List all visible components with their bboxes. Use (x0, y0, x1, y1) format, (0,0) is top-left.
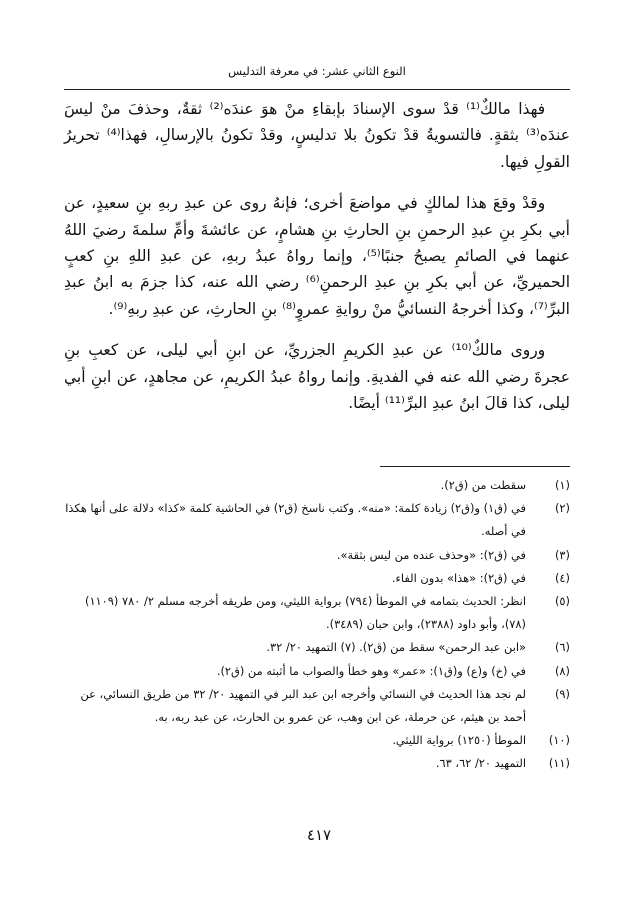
page-number: ٤١٧ (306, 826, 332, 844)
footnote-item (64, 729, 570, 752)
footnote-text: انظر: الحديث بتمامه في الموطأ (٧٩٤) برواية الليثي، ومن طريقه أخرجه مسلم ٢/ ٧٨٠ (١١٠٩) (٧٨)، وأبو داود (٢٣٨٨)، وابن حبان (٣٤٨٩). (84, 594, 526, 632)
footnote-text: الموطأ (١٢٥٠) برواية الليثي. (392, 733, 526, 748)
footnote-number: (٩) (554, 686, 570, 701)
footnote-item (64, 636, 570, 659)
footnote-text: لم نجد هذا الحديث في النسائي وأخرجه ابن عبد البر في التمهيد ٢٠/ ٣٢ من طريق النسائي، عن أحمد بن هيثم، عن حرملة، عن ابن وهب، عن عمرو بن الحارث، عن عبد ربه، به. (80, 686, 526, 725)
footnote-item (64, 567, 570, 590)
footnote-number: (١) (554, 478, 570, 492)
footnote-item (64, 497, 570, 543)
footnote-text: في (خ) و(ع) و(ق١): «عمر» وهو خطأ والصواب ما أثبته من (ق٢). (216, 663, 526, 678)
footnote-text: في (ق٢): «وحذف عنده من ليس بثقة». (336, 547, 526, 562)
footnote-item (64, 544, 570, 567)
footnote-item (64, 590, 570, 636)
body-paragraph: وروى مالكٌ⁽¹⁰⁾ عن عبدِ الكريمِ الجزريِّ، عن ابنِ أبي ليلى، عن كعبِ بنِ عجرةَ رضي الله عنه في الفديةِ. وإنما رواهُ عبدُ الكريمِ، عن مجاهدٍ، عن ابنِ أبي ليلى، كذا قالَ ابنُ عبدِ البرِّ⁽¹¹⁾ أيضًا. (64, 341, 570, 413)
running-header: النوع الثاني عشر: في معرفة التدليس (228, 64, 406, 78)
body-paragraph: وقدْ وقعَ هذا لمالكٍ في مواضعَ أخرى؛ فإنهُ روى عن عبدِ ربهِ بنِ سعيدٍ، عن أبي بكرِ بنِ عبدِ الرحمنِ بنِ الحارثِ بنِ هشامٍ، عن عائشةَ وأمِّ سلمةَ رضيَ اللهُ عنهما في الصائمِ يصبحُ جنبًا⁽⁵⁾، وإنما رواهُ عبدُ ربهِ، عن عبدِ اللهِ بنِ كعبٍ الحميريِّ، عن أبي بكرِ بنِ عبدِ الرحمنِ⁽⁶⁾ رضي الله عنه، كذا جزمَ به ابنُ عبدِ البرِّ⁽⁷⁾، وكذا أخرجهُ النسائيُّ منْ روايةِ عمروٍ⁽⁸⁾ بنِ الحارثِ، عن عبدِ ربهِ⁽⁹⁾. (64, 194, 571, 318)
footnote-item (64, 752, 570, 775)
footnote-divider (380, 466, 570, 467)
footnote-number: (١٠) (548, 733, 570, 748)
footnote-number: (٥) (554, 594, 570, 609)
header-divider (64, 89, 570, 90)
footnote-item (64, 683, 570, 729)
footnote-item (64, 660, 570, 683)
footnote-text: «ابن عبد الرحمن» سقط من (ق٢). (٧) التمهيد ٢٠/ ٣٢. (266, 640, 526, 655)
footnote-text: في (ق٢): «هذا» بدون الفاء. (391, 570, 526, 585)
footnote-number: (١١) (548, 756, 570, 771)
footnote-number: (٢) (554, 501, 570, 516)
footnote-text: التمهيد ٢٠/ ٦٢، ٦٣. (435, 756, 526, 771)
footnote-number: (٦) (554, 640, 570, 655)
footnote-number: (٣) (554, 547, 570, 562)
footnote-item (64, 474, 570, 497)
body-paragraph: فهذا مالكٌ⁽¹⁾ قدْ سوى الإسنادَ بإبقاءِ منْ هوَ عندَه⁽²⁾ ثقةٌ، وحذفَ منْ ليسَ عندَه⁽³⁾ بثقةٍ. فالتسويةُ قدْ تكونُ بلا تدليسٍ، وقدْ تكونُ بالإرسالِ، فهذا⁽⁴⁾ تحريرُ القولِ فيها. (64, 100, 570, 171)
footnote-number: (٨) (554, 663, 570, 678)
footnotes (64, 474, 570, 776)
main-text (64, 96, 570, 416)
footnote-text: في (ق١) و(ق٢) زيادة كلمة: «منه». وكتب ناسخ (ق٢) في الحاشية كلمة «كذا» دلالة على أنها هكذا في أصله. (65, 501, 526, 539)
footnote-number: (٤) (554, 570, 570, 585)
footnote-text: سقطت من (ق٢). (440, 478, 526, 492)
